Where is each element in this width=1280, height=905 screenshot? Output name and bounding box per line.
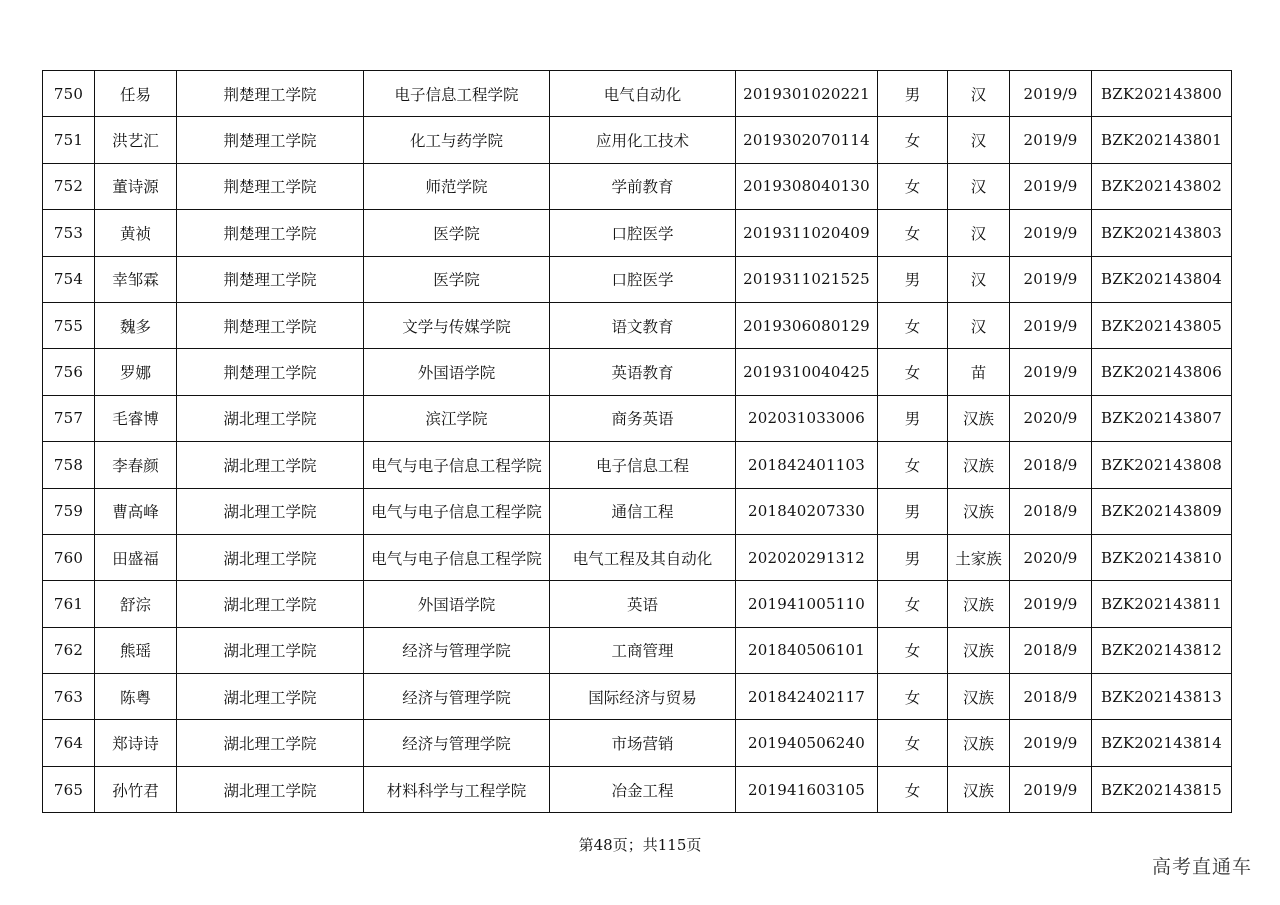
enroll-date-cell: 2019/9 xyxy=(1010,163,1092,209)
student-id-cell: 2019310040425 xyxy=(736,349,878,395)
table-row xyxy=(43,581,1232,627)
name-cell: 曹高峰 xyxy=(95,488,177,534)
ethnicity-cell: 汉 xyxy=(948,71,1010,117)
name-cell: 田盛福 xyxy=(95,534,177,580)
college-cell: 经济与管理学院 xyxy=(364,720,550,766)
ethnicity-cell: 汉族 xyxy=(948,766,1010,812)
gender-cell: 女 xyxy=(878,210,948,256)
major-cell: 电气工程及其自动化 xyxy=(550,534,736,580)
table-row xyxy=(43,256,1232,302)
student-id-cell: 201840506101 xyxy=(736,627,878,673)
student-id-cell: 2019311020409 xyxy=(736,210,878,256)
student-id-cell: 2019306080129 xyxy=(736,302,878,348)
enroll-date-cell: 2018/9 xyxy=(1010,442,1092,488)
seq-cell: 753 xyxy=(43,210,95,256)
university-cell: 湖北理工学院 xyxy=(177,442,364,488)
student-id-cell: 201840207330 xyxy=(736,488,878,534)
university-cell: 湖北理工学院 xyxy=(177,720,364,766)
roster-table xyxy=(42,70,1232,813)
gender-cell: 女 xyxy=(878,627,948,673)
seq-cell: 765 xyxy=(43,766,95,812)
seq-cell: 764 xyxy=(43,720,95,766)
ethnicity-cell: 汉族 xyxy=(948,581,1010,627)
university-cell: 湖北理工学院 xyxy=(177,581,364,627)
ethnicity-cell: 汉 xyxy=(948,163,1010,209)
seq-cell: 760 xyxy=(43,534,95,580)
cert-no-cell: BZK202143800 xyxy=(1092,71,1232,117)
student-id-cell: 201842402117 xyxy=(736,674,878,720)
college-cell: 经济与管理学院 xyxy=(364,627,550,673)
student-id-cell: 201940506240 xyxy=(736,720,878,766)
college-cell: 文学与传媒学院 xyxy=(364,302,550,348)
university-cell: 湖北理工学院 xyxy=(177,627,364,673)
ethnicity-cell: 汉族 xyxy=(948,674,1010,720)
cert-no-cell: BZK202143811 xyxy=(1092,581,1232,627)
seq-cell: 758 xyxy=(43,442,95,488)
name-cell: 郑诗诗 xyxy=(95,720,177,766)
name-cell: 魏多 xyxy=(95,302,177,348)
table-row xyxy=(43,534,1232,580)
student-id-cell: 202031033006 xyxy=(736,395,878,441)
student-id-cell: 202020291312 xyxy=(736,534,878,580)
university-cell: 荆楚理工学院 xyxy=(177,117,364,163)
table-row xyxy=(43,302,1232,348)
table-row xyxy=(43,766,1232,812)
gender-cell: 女 xyxy=(878,442,948,488)
college-cell: 材料科学与工程学院 xyxy=(364,766,550,812)
name-cell: 罗娜 xyxy=(95,349,177,395)
student-id-cell: 2019302070114 xyxy=(736,117,878,163)
seq-cell: 761 xyxy=(43,581,95,627)
college-cell: 电气与电子信息工程学院 xyxy=(364,442,550,488)
cert-no-cell: BZK202143804 xyxy=(1092,256,1232,302)
major-cell: 工商管理 xyxy=(550,627,736,673)
table-row xyxy=(43,210,1232,256)
enroll-date-cell: 2019/9 xyxy=(1010,71,1092,117)
enroll-date-cell: 2019/9 xyxy=(1010,720,1092,766)
college-cell: 滨江学院 xyxy=(364,395,550,441)
seq-cell: 752 xyxy=(43,163,95,209)
gender-cell: 男 xyxy=(878,256,948,302)
gender-cell: 女 xyxy=(878,766,948,812)
ethnicity-cell: 汉 xyxy=(948,256,1010,302)
table-row xyxy=(43,117,1232,163)
watermark: 高考直通车 xyxy=(1151,856,1252,878)
university-cell: 湖北理工学院 xyxy=(177,395,364,441)
ethnicity-cell: 土家族 xyxy=(948,534,1010,580)
page-number: 第48页；共115页 xyxy=(578,836,702,854)
table-row xyxy=(43,627,1232,673)
major-cell: 学前教育 xyxy=(550,163,736,209)
table-row xyxy=(43,71,1232,117)
major-cell: 通信工程 xyxy=(550,488,736,534)
ethnicity-cell: 汉族 xyxy=(948,488,1010,534)
gender-cell: 女 xyxy=(878,674,948,720)
name-cell: 洪艺汇 xyxy=(95,117,177,163)
enroll-date-cell: 2020/9 xyxy=(1010,395,1092,441)
table-row xyxy=(43,720,1232,766)
enroll-date-cell: 2020/9 xyxy=(1010,534,1092,580)
seq-cell: 751 xyxy=(43,117,95,163)
major-cell: 冶金工程 xyxy=(550,766,736,812)
gender-cell: 女 xyxy=(878,163,948,209)
student-id-cell: 201941005110 xyxy=(736,581,878,627)
gender-cell: 男 xyxy=(878,488,948,534)
table-row xyxy=(43,442,1232,488)
student-id-cell: 2019308040130 xyxy=(736,163,878,209)
table-row xyxy=(43,674,1232,720)
university-cell: 荆楚理工学院 xyxy=(177,349,364,395)
enroll-date-cell: 2019/9 xyxy=(1010,349,1092,395)
major-cell: 语文教育 xyxy=(550,302,736,348)
student-id-cell: 2019311021525 xyxy=(736,256,878,302)
college-cell: 外国语学院 xyxy=(364,349,550,395)
gender-cell: 男 xyxy=(878,534,948,580)
cert-no-cell: BZK202143805 xyxy=(1092,302,1232,348)
seq-cell: 750 xyxy=(43,71,95,117)
college-cell: 经济与管理学院 xyxy=(364,674,550,720)
cert-no-cell: BZK202143812 xyxy=(1092,627,1232,673)
major-cell: 口腔医学 xyxy=(550,210,736,256)
name-cell: 李春颜 xyxy=(95,442,177,488)
college-cell: 外国语学院 xyxy=(364,581,550,627)
ethnicity-cell: 苗 xyxy=(948,349,1010,395)
gender-cell: 女 xyxy=(878,581,948,627)
gender-cell: 女 xyxy=(878,302,948,348)
major-cell: 英语教育 xyxy=(550,349,736,395)
table-row xyxy=(43,488,1232,534)
university-cell: 荆楚理工学院 xyxy=(177,256,364,302)
enroll-date-cell: 2018/9 xyxy=(1010,488,1092,534)
ethnicity-cell: 汉 xyxy=(948,117,1010,163)
college-cell: 化工与药学院 xyxy=(364,117,550,163)
name-cell: 董诗源 xyxy=(95,163,177,209)
university-cell: 湖北理工学院 xyxy=(177,766,364,812)
name-cell: 孙竹君 xyxy=(95,766,177,812)
ethnicity-cell: 汉 xyxy=(948,302,1010,348)
college-cell: 电气与电子信息工程学院 xyxy=(364,534,550,580)
enroll-date-cell: 2019/9 xyxy=(1010,256,1092,302)
ethnicity-cell: 汉族 xyxy=(948,720,1010,766)
gender-cell: 女 xyxy=(878,117,948,163)
seq-cell: 756 xyxy=(43,349,95,395)
cert-no-cell: BZK202143808 xyxy=(1092,442,1232,488)
cert-no-cell: BZK202143803 xyxy=(1092,210,1232,256)
enroll-date-cell: 2018/9 xyxy=(1010,627,1092,673)
cert-no-cell: BZK202143806 xyxy=(1092,349,1232,395)
university-cell: 荆楚理工学院 xyxy=(177,210,364,256)
table-row xyxy=(43,163,1232,209)
gender-cell: 女 xyxy=(878,720,948,766)
name-cell: 舒淙 xyxy=(95,581,177,627)
name-cell: 陈粤 xyxy=(95,674,177,720)
college-cell: 电子信息工程学院 xyxy=(364,71,550,117)
university-cell: 湖北理工学院 xyxy=(177,488,364,534)
name-cell: 熊瑶 xyxy=(95,627,177,673)
major-cell: 口腔医学 xyxy=(550,256,736,302)
table-row xyxy=(43,395,1232,441)
enroll-date-cell: 2019/9 xyxy=(1010,210,1092,256)
student-id-cell: 201941603105 xyxy=(736,766,878,812)
major-cell: 商务英语 xyxy=(550,395,736,441)
table-row xyxy=(43,349,1232,395)
name-cell: 黄祯 xyxy=(95,210,177,256)
college-cell: 师范学院 xyxy=(364,163,550,209)
major-cell: 市场营销 xyxy=(550,720,736,766)
major-cell: 电气自动化 xyxy=(550,71,736,117)
cert-no-cell: BZK202143813 xyxy=(1092,674,1232,720)
cert-no-cell: BZK202143809 xyxy=(1092,488,1232,534)
name-cell: 毛睿博 xyxy=(95,395,177,441)
major-cell: 应用化工技术 xyxy=(550,117,736,163)
ethnicity-cell: 汉族 xyxy=(948,395,1010,441)
name-cell: 幸邹霖 xyxy=(95,256,177,302)
enroll-date-cell: 2019/9 xyxy=(1010,766,1092,812)
cert-no-cell: BZK202143801 xyxy=(1092,117,1232,163)
ethnicity-cell: 汉族 xyxy=(948,627,1010,673)
student-id-cell: 201842401103 xyxy=(736,442,878,488)
cert-no-cell: BZK202143802 xyxy=(1092,163,1232,209)
university-cell: 荆楚理工学院 xyxy=(177,302,364,348)
seq-cell: 757 xyxy=(43,395,95,441)
enroll-date-cell: 2019/9 xyxy=(1010,117,1092,163)
seq-cell: 759 xyxy=(43,488,95,534)
university-cell: 湖北理工学院 xyxy=(177,674,364,720)
college-cell: 电气与电子信息工程学院 xyxy=(364,488,550,534)
ethnicity-cell: 汉族 xyxy=(948,442,1010,488)
university-cell: 荆楚理工学院 xyxy=(177,163,364,209)
major-cell: 英语 xyxy=(550,581,736,627)
seq-cell: 763 xyxy=(43,674,95,720)
seq-cell: 755 xyxy=(43,302,95,348)
university-cell: 荆楚理工学院 xyxy=(177,71,364,117)
gender-cell: 男 xyxy=(878,395,948,441)
enroll-date-cell: 2019/9 xyxy=(1010,581,1092,627)
major-cell: 国际经济与贸易 xyxy=(550,674,736,720)
college-cell: 医学院 xyxy=(364,210,550,256)
enroll-date-cell: 2019/9 xyxy=(1010,302,1092,348)
cert-no-cell: BZK202143810 xyxy=(1092,534,1232,580)
enroll-date-cell: 2018/9 xyxy=(1010,674,1092,720)
student-id-cell: 2019301020221 xyxy=(736,71,878,117)
college-cell: 医学院 xyxy=(364,256,550,302)
cert-no-cell: BZK202143814 xyxy=(1092,720,1232,766)
seq-cell: 754 xyxy=(43,256,95,302)
university-cell: 湖北理工学院 xyxy=(177,534,364,580)
cert-no-cell: BZK202143815 xyxy=(1092,766,1232,812)
cert-no-cell: BZK202143807 xyxy=(1092,395,1232,441)
name-cell: 任易 xyxy=(95,71,177,117)
major-cell: 电子信息工程 xyxy=(550,442,736,488)
ethnicity-cell: 汉 xyxy=(948,210,1010,256)
seq-cell: 762 xyxy=(43,627,95,673)
gender-cell: 女 xyxy=(878,349,948,395)
gender-cell: 男 xyxy=(878,71,948,117)
